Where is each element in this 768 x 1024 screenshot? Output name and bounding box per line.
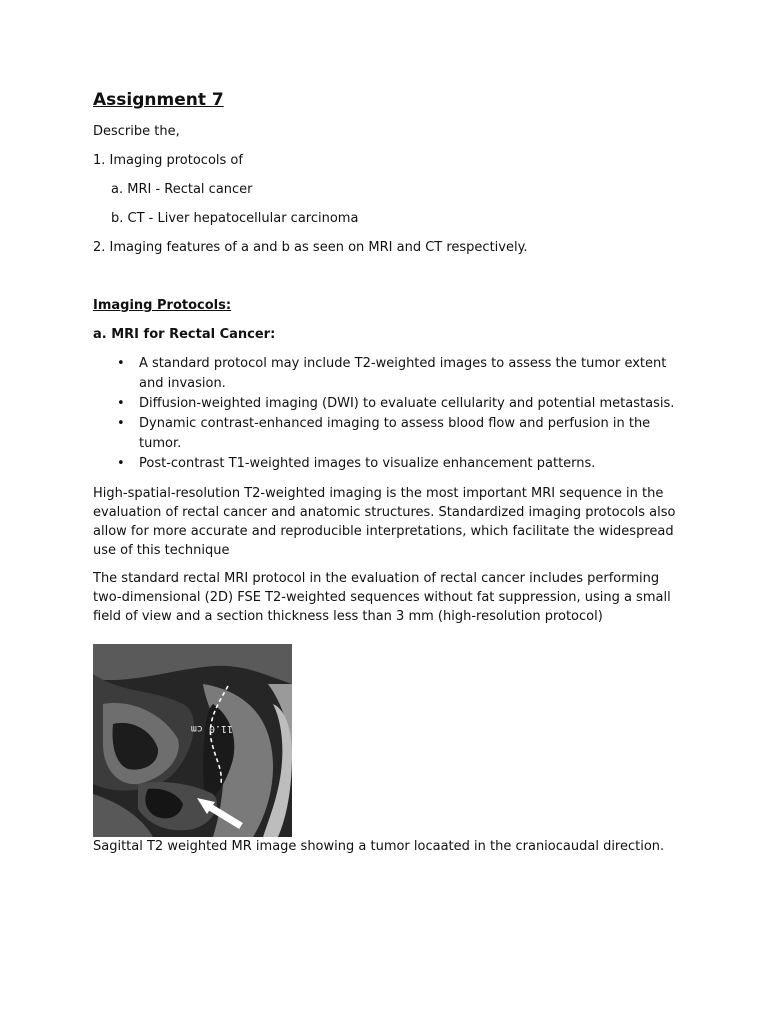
mri-image [93,644,292,837]
intro-text: Describe the, [93,124,180,139]
question-2: 2. Imaging features of a and b as seen on MRI and CT respectively. [93,240,528,255]
document-body [93,88,683,626]
protocol-list [93,354,683,474]
measurement-label: 11.0 cm [190,723,233,734]
paragraph-1: High-spatial-resolution T2-weighted imaging is the most important MRI sequence in the evaluation of rectal cancer and anatomic structures. Standardized imaging protocols also allow for more accurate and reproducible interpretations, which facilitate the widespread use of this technique [93,486,676,558]
section-heading: Imaging Protocols: [93,298,232,313]
figure-caption: Sagittal T2 weighted MR image showing a tumor locaated in the craniocaudal direction. [93,839,665,854]
mri-heading: a. MRI for Rectal Cancer: [93,327,276,342]
question-1b: b. CT - Liver hepatocellular carcinoma [111,211,359,226]
list-item: • Post-contrast T1-weighted images to visualize enhancement patterns. [139,454,683,474]
page-title: Assignment 7 [93,90,224,110]
mri-scan-graphic [93,644,292,837]
question-1: 1. Imaging protocols of [93,153,243,168]
list-item: • Diffusion-weighted imaging (DWI) to evaluate cellularity and potential metastasis. [139,394,683,414]
list-item: • A standard protocol may include T2-weighted images to assess the tumor extent and invasion. [139,354,683,394]
question-1a: a. MRI - Rectal cancer [111,182,253,197]
paragraph-2: The standard rectal MRI protocol in the evaluation of rectal cancer includes performing two-dimensional (2D) FSE T2-weighted sequences without fat suppression, using a small field of view and a section thickness less than 3 mm (high-resolution protocol) [93,571,671,624]
list-item: • Dynamic contrast-enhanced imaging to assess blood flow and perfusion in the tumor. [139,414,683,454]
